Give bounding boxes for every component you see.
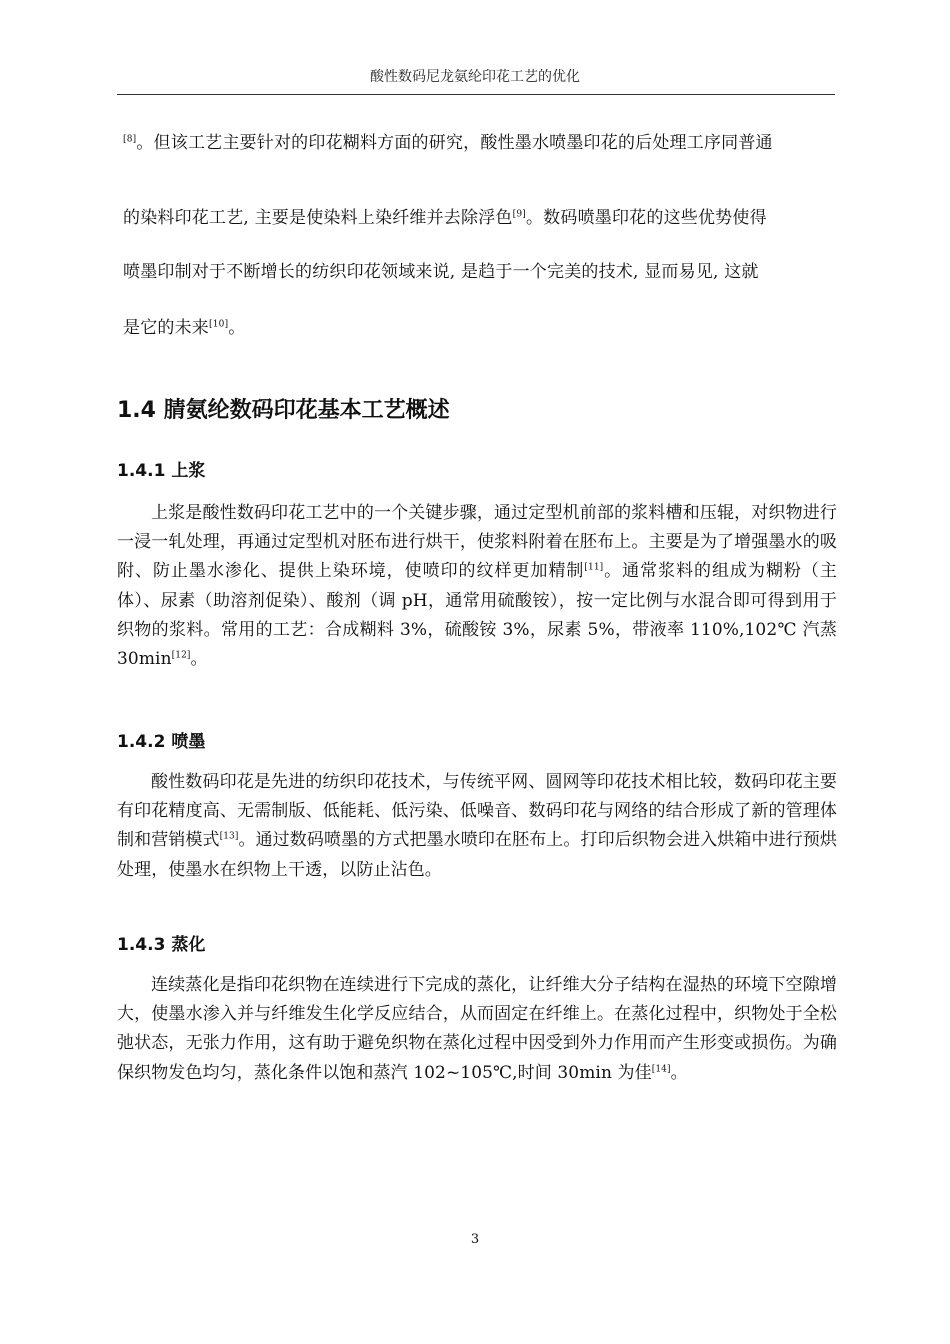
paragraph-sizing <box>117 499 837 674</box>
section-heading: 1.4 腈氨纶数码印花基本工艺概述 <box>117 398 450 423</box>
intro-line-4 <box>123 313 837 338</box>
intro-text: 是它的未来 <box>123 318 209 338</box>
header-rule <box>117 94 835 95</box>
citation: [8] <box>123 134 137 145</box>
intro-line-1 <box>123 128 837 153</box>
paragraph-text: 。通常浆料的组成为糊粉（主体）、尿素（助溶剂促染）、酸剂（调 pH，通常用硫酸铵），按一定比例与水混合即可得到用于织物的浆料。常用的工艺：合成糊料 3%，硫酸铵 3%，尿素 5%，带液率 110%,102℃ 汽蒸 30min <box>117 561 837 670</box>
intro-text: 。但该工艺主要针对的印花糊料方面的研究，酸性墨水喷墨印花的后处理工序同普通 <box>136 133 773 153</box>
subsection-heading-inkjet: 1.4.2 喷墨 <box>117 732 206 752</box>
subsection-heading-steaming: 1.4.3 蒸化 <box>117 935 206 955</box>
subsection-heading-sizing: 1.4.1 上浆 <box>117 461 206 481</box>
paragraph-text: 上浆是酸性数码印花工艺中的一个关键步骤，通过定型机前部的浆料槽和压辊，对织物进行一浸一轧处理，再通过定型机对胚布进行烘干，使浆料附着在胚布上。主要是为了增强墨水的吸附、防止墨水渗化、提供上染环境，使喷印的纹样更加精制 <box>117 503 837 582</box>
paragraph-inkjet <box>117 768 837 885</box>
paragraph-text: 。 <box>670 1062 688 1083</box>
citation: [9] <box>512 209 526 220</box>
citation: [12] <box>171 650 191 661</box>
page-number: 3 <box>470 1232 480 1247</box>
paragraph-text: 酸性数码印花是先进的纺织印花技术，与传统平网、圆网等印花技术相比较，数码印花主要有印花精度高、无需制版、低能耗、低污染、低噪音、数码印花与网络的结合形成了新的管理体制和营销模式 <box>117 772 837 851</box>
citation: [10] <box>209 319 229 330</box>
paragraph-text: 。通过数码喷墨的方式把墨水喷印在胚布上。打印后织物会进入烘箱中进行预烘处理，使墨水在织物上干透，以防止沾色。 <box>117 830 837 880</box>
citation: [13] <box>219 831 239 842</box>
paragraph-steaming <box>117 971 837 1088</box>
intro-text: 。数码喷墨印花的这些优势使得 <box>525 208 767 228</box>
intro-line-3 <box>123 257 837 282</box>
paragraph-text: 。 <box>190 649 208 670</box>
intro-text: 的染料印花工艺, 主要是使染料上染纤维并去除浮色 <box>123 208 513 228</box>
page-header: 酸性数码尼龙氨纶印花工艺的优化 <box>370 69 580 85</box>
intro-text: 喷墨印制对于不断增长的纺织印花领域来说, 是趋于一个完美的技术, 显而易见, 这就 <box>123 262 759 282</box>
paragraph-text: 连续蒸化是指印花织物在连续进行下完成的蒸化，让纤维大分子结构在湿热的环境下空隙增大，使墨水渗入并与纤维发生化学反应结合，从而固定在纤维上。在蒸化过程中，织物处于全松弛状态，无张力作用，这有助于避免织物在蒸化过程中因受到外力作用而产生形变或损伤。为确保织物发色均匀，蒸化条件以饱和蒸汽 102~105℃,时间 30min 为佳 <box>117 975 837 1083</box>
citation: [11] <box>584 562 604 573</box>
intro-line-2 <box>123 203 837 228</box>
citation: [14] <box>651 1063 671 1074</box>
intro-text: 。 <box>228 318 246 338</box>
